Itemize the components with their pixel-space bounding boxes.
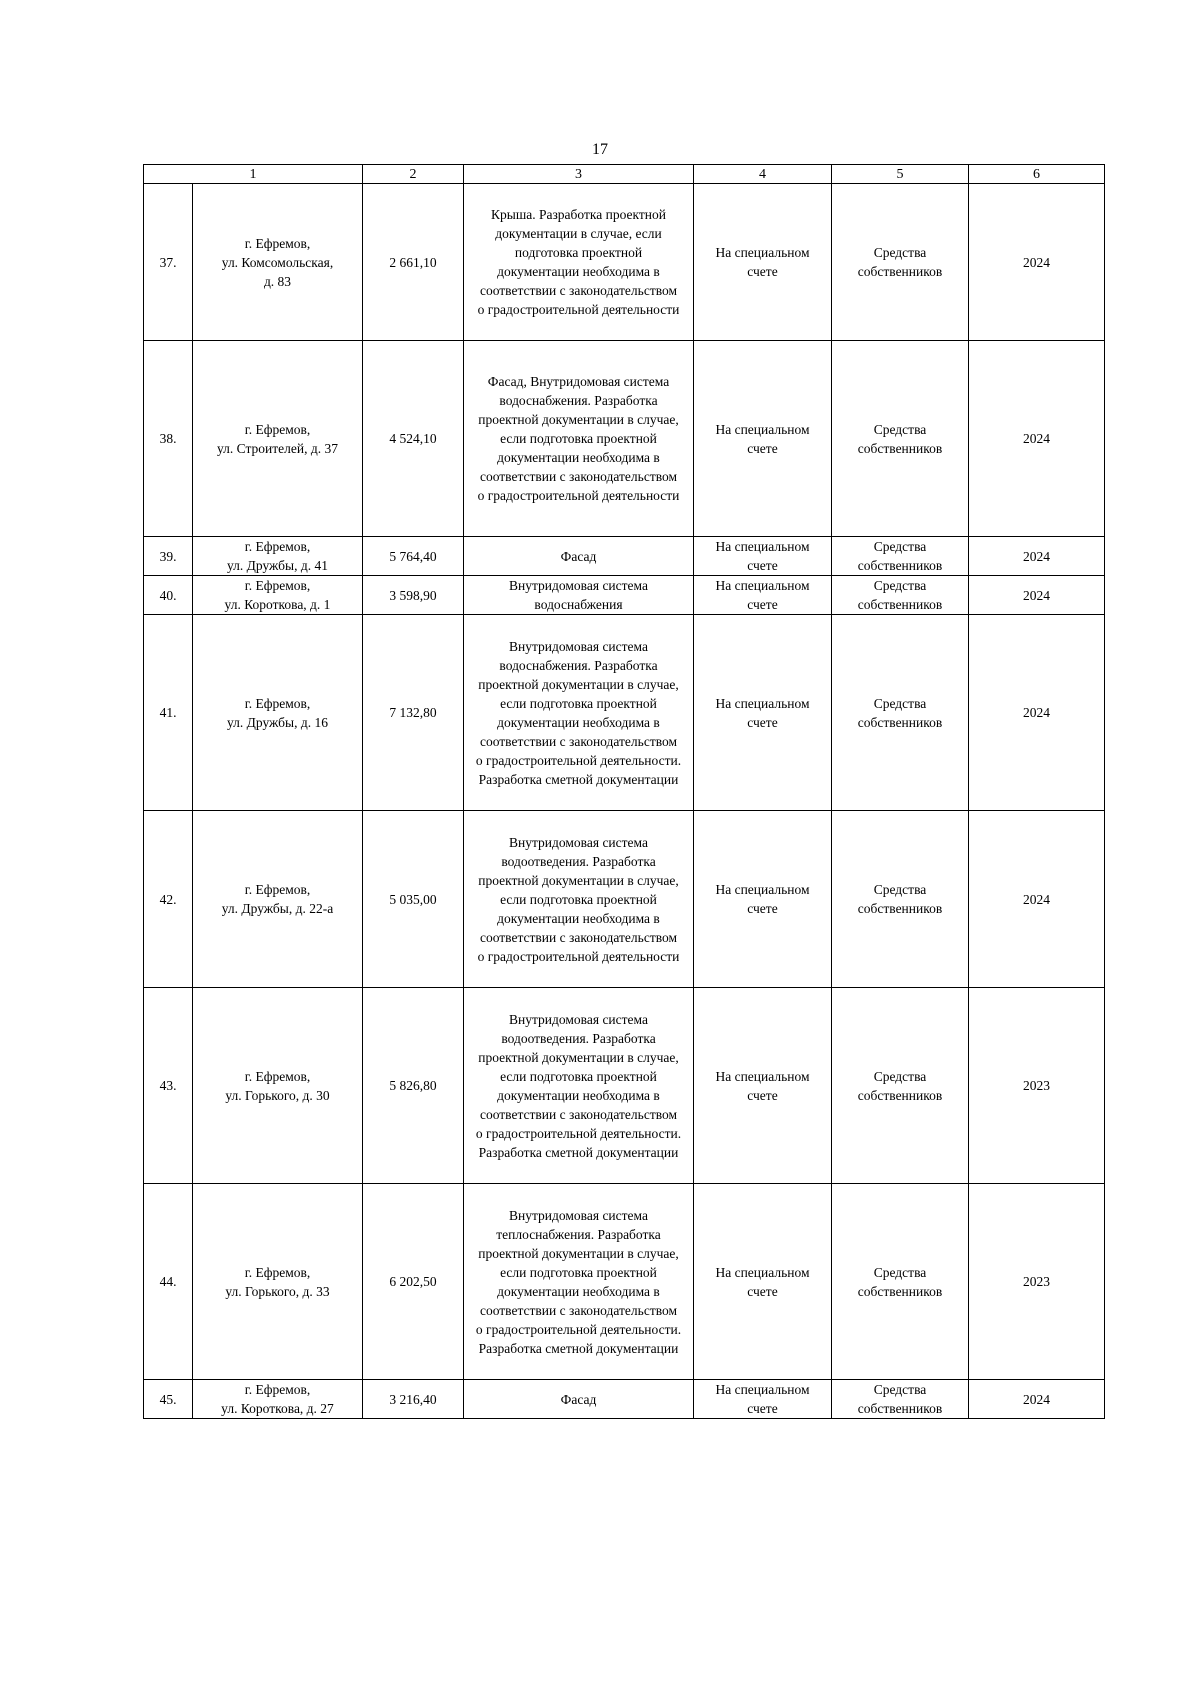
funding-source-cell: Средства собственников bbox=[832, 537, 969, 576]
year-cell: 2023 bbox=[969, 1184, 1105, 1380]
area-cell: 2 661,10 bbox=[363, 184, 464, 341]
account-cell: На специальном счете bbox=[694, 988, 832, 1184]
address-cell: г. Ефремов, ул. Комсомольская, д. 83 bbox=[193, 184, 363, 341]
column-number: 2 bbox=[363, 165, 464, 184]
table-row bbox=[144, 988, 1105, 1184]
account-cell: На специальном счете bbox=[694, 537, 832, 576]
works-cell: Внутридомовая система водоотведения. Разработка проектной документации в случае, если подготовка проектной документации необходима в соответствии с законодательством о градостроительной деятельности bbox=[464, 811, 694, 988]
area-cell: 4 524,10 bbox=[363, 341, 464, 537]
account-cell: На специальном счете bbox=[694, 811, 832, 988]
year-cell: 2024 bbox=[969, 184, 1105, 341]
account-cell: На специальном счете bbox=[694, 1184, 832, 1380]
area-cell: 5 826,80 bbox=[363, 988, 464, 1184]
funding-source-cell: Средства собственников bbox=[832, 1184, 969, 1380]
table-row bbox=[144, 537, 1105, 576]
address-cell: г. Ефремов, ул. Горького, д. 33 bbox=[193, 1184, 363, 1380]
column-number: 3 bbox=[464, 165, 694, 184]
row-number: 39. bbox=[144, 537, 193, 576]
area-cell: 5 035,00 bbox=[363, 811, 464, 988]
account-cell: На специальном счете bbox=[694, 184, 832, 341]
year-cell: 2024 bbox=[969, 537, 1105, 576]
row-number: 44. bbox=[144, 1184, 193, 1380]
address-cell: г. Ефремов, ул. Короткова, д. 27 bbox=[193, 1380, 363, 1419]
row-number: 45. bbox=[144, 1380, 193, 1419]
area-cell: 7 132,80 bbox=[363, 615, 464, 811]
column-number-row bbox=[144, 165, 1105, 184]
area-cell: 5 764,40 bbox=[363, 537, 464, 576]
row-number: 37. bbox=[144, 184, 193, 341]
works-cell: Фасад bbox=[464, 537, 694, 576]
page-number: 17 bbox=[592, 141, 608, 158]
works-cell: Фасад, Внутридомовая система водоснабжения. Разработка проектной документации в случае, если подготовка проектной документации необходима в соответствии с законодательством о градостроительной деятельности bbox=[464, 341, 694, 537]
table-row bbox=[144, 341, 1105, 537]
row-number: 41. bbox=[144, 615, 193, 811]
works-cell: Внутридомовая система водоотведения. Разработка проектной документации в случае, если подготовка проектной документации необходима в соответствии с законодательством о градостроительной деятельности. Разработка сметной документации bbox=[464, 988, 694, 1184]
account-cell: На специальном счете bbox=[694, 576, 832, 615]
year-cell: 2024 bbox=[969, 576, 1105, 615]
area-cell: 3 216,40 bbox=[363, 1380, 464, 1419]
table-row bbox=[144, 811, 1105, 988]
funding-source-cell: Средства собственников bbox=[832, 615, 969, 811]
account-cell: На специальном счете bbox=[694, 615, 832, 811]
address-cell: г. Ефремов, ул. Дружбы, д. 41 bbox=[193, 537, 363, 576]
repair-schedule-table bbox=[143, 164, 1105, 1419]
column-number: 6 bbox=[969, 165, 1105, 184]
funding-source-cell: Средства собственников bbox=[832, 576, 969, 615]
area-cell: 3 598,90 bbox=[363, 576, 464, 615]
year-cell: 2024 bbox=[969, 811, 1105, 988]
column-number: 1 bbox=[144, 165, 363, 184]
table-row bbox=[144, 615, 1105, 811]
address-cell: г. Ефремов, ул. Горького, д. 30 bbox=[193, 988, 363, 1184]
account-cell: На специальном счете bbox=[694, 341, 832, 537]
address-cell: г. Ефремов, ул. Дружбы, д. 22-а bbox=[193, 811, 363, 988]
address-cell: г. Ефремов, ул. Строителей, д. 37 bbox=[193, 341, 363, 537]
works-cell: Фасад bbox=[464, 1380, 694, 1419]
area-cell: 6 202,50 bbox=[363, 1184, 464, 1380]
address-cell: г. Ефремов, ул. Дружбы, д. 16 bbox=[193, 615, 363, 811]
year-cell: 2024 bbox=[969, 341, 1105, 537]
table-row bbox=[144, 1184, 1105, 1380]
account-cell: На специальном счете bbox=[694, 1380, 832, 1419]
works-cell: Крыша. Разработка проектной документации в случае, если подготовка проектной документации необходима в соответствии с законодательством о градостроительной деятельности bbox=[464, 184, 694, 341]
year-cell: 2023 bbox=[969, 988, 1105, 1184]
year-cell: 2024 bbox=[969, 1380, 1105, 1419]
row-number: 43. bbox=[144, 988, 193, 1184]
works-cell: Внутридомовая система водоснабжения bbox=[464, 576, 694, 615]
works-cell: Внутридомовая система теплоснабжения. Разработка проектной документации в случае, если подготовка проектной документации необходима в соответствии с законодательством о градостроительной деятельности. Разработка сметной документации bbox=[464, 1184, 694, 1380]
funding-source-cell: Средства собственников bbox=[832, 811, 969, 988]
works-cell: Внутридомовая система водоснабжения. Разработка проектной документации в случае, если подготовка проектной документации необходима в соответствии с законодательством о градостроительной деятельности. Разработка сметной документации bbox=[464, 615, 694, 811]
row-number: 40. bbox=[144, 576, 193, 615]
row-number: 42. bbox=[144, 811, 193, 988]
funding-source-cell: Средства собственников bbox=[832, 341, 969, 537]
address-cell: г. Ефремов, ул. Короткова, д. 1 bbox=[193, 576, 363, 615]
column-number: 5 bbox=[832, 165, 969, 184]
row-number: 38. bbox=[144, 341, 193, 537]
year-cell: 2024 bbox=[969, 615, 1105, 811]
funding-source-cell: Средства собственников bbox=[832, 184, 969, 341]
table-row bbox=[144, 1380, 1105, 1419]
table-row bbox=[144, 184, 1105, 341]
column-number: 4 bbox=[694, 165, 832, 184]
table-row bbox=[144, 576, 1105, 615]
funding-source-cell: Средства собственников bbox=[832, 1380, 969, 1419]
funding-source-cell: Средства собственников bbox=[832, 988, 969, 1184]
